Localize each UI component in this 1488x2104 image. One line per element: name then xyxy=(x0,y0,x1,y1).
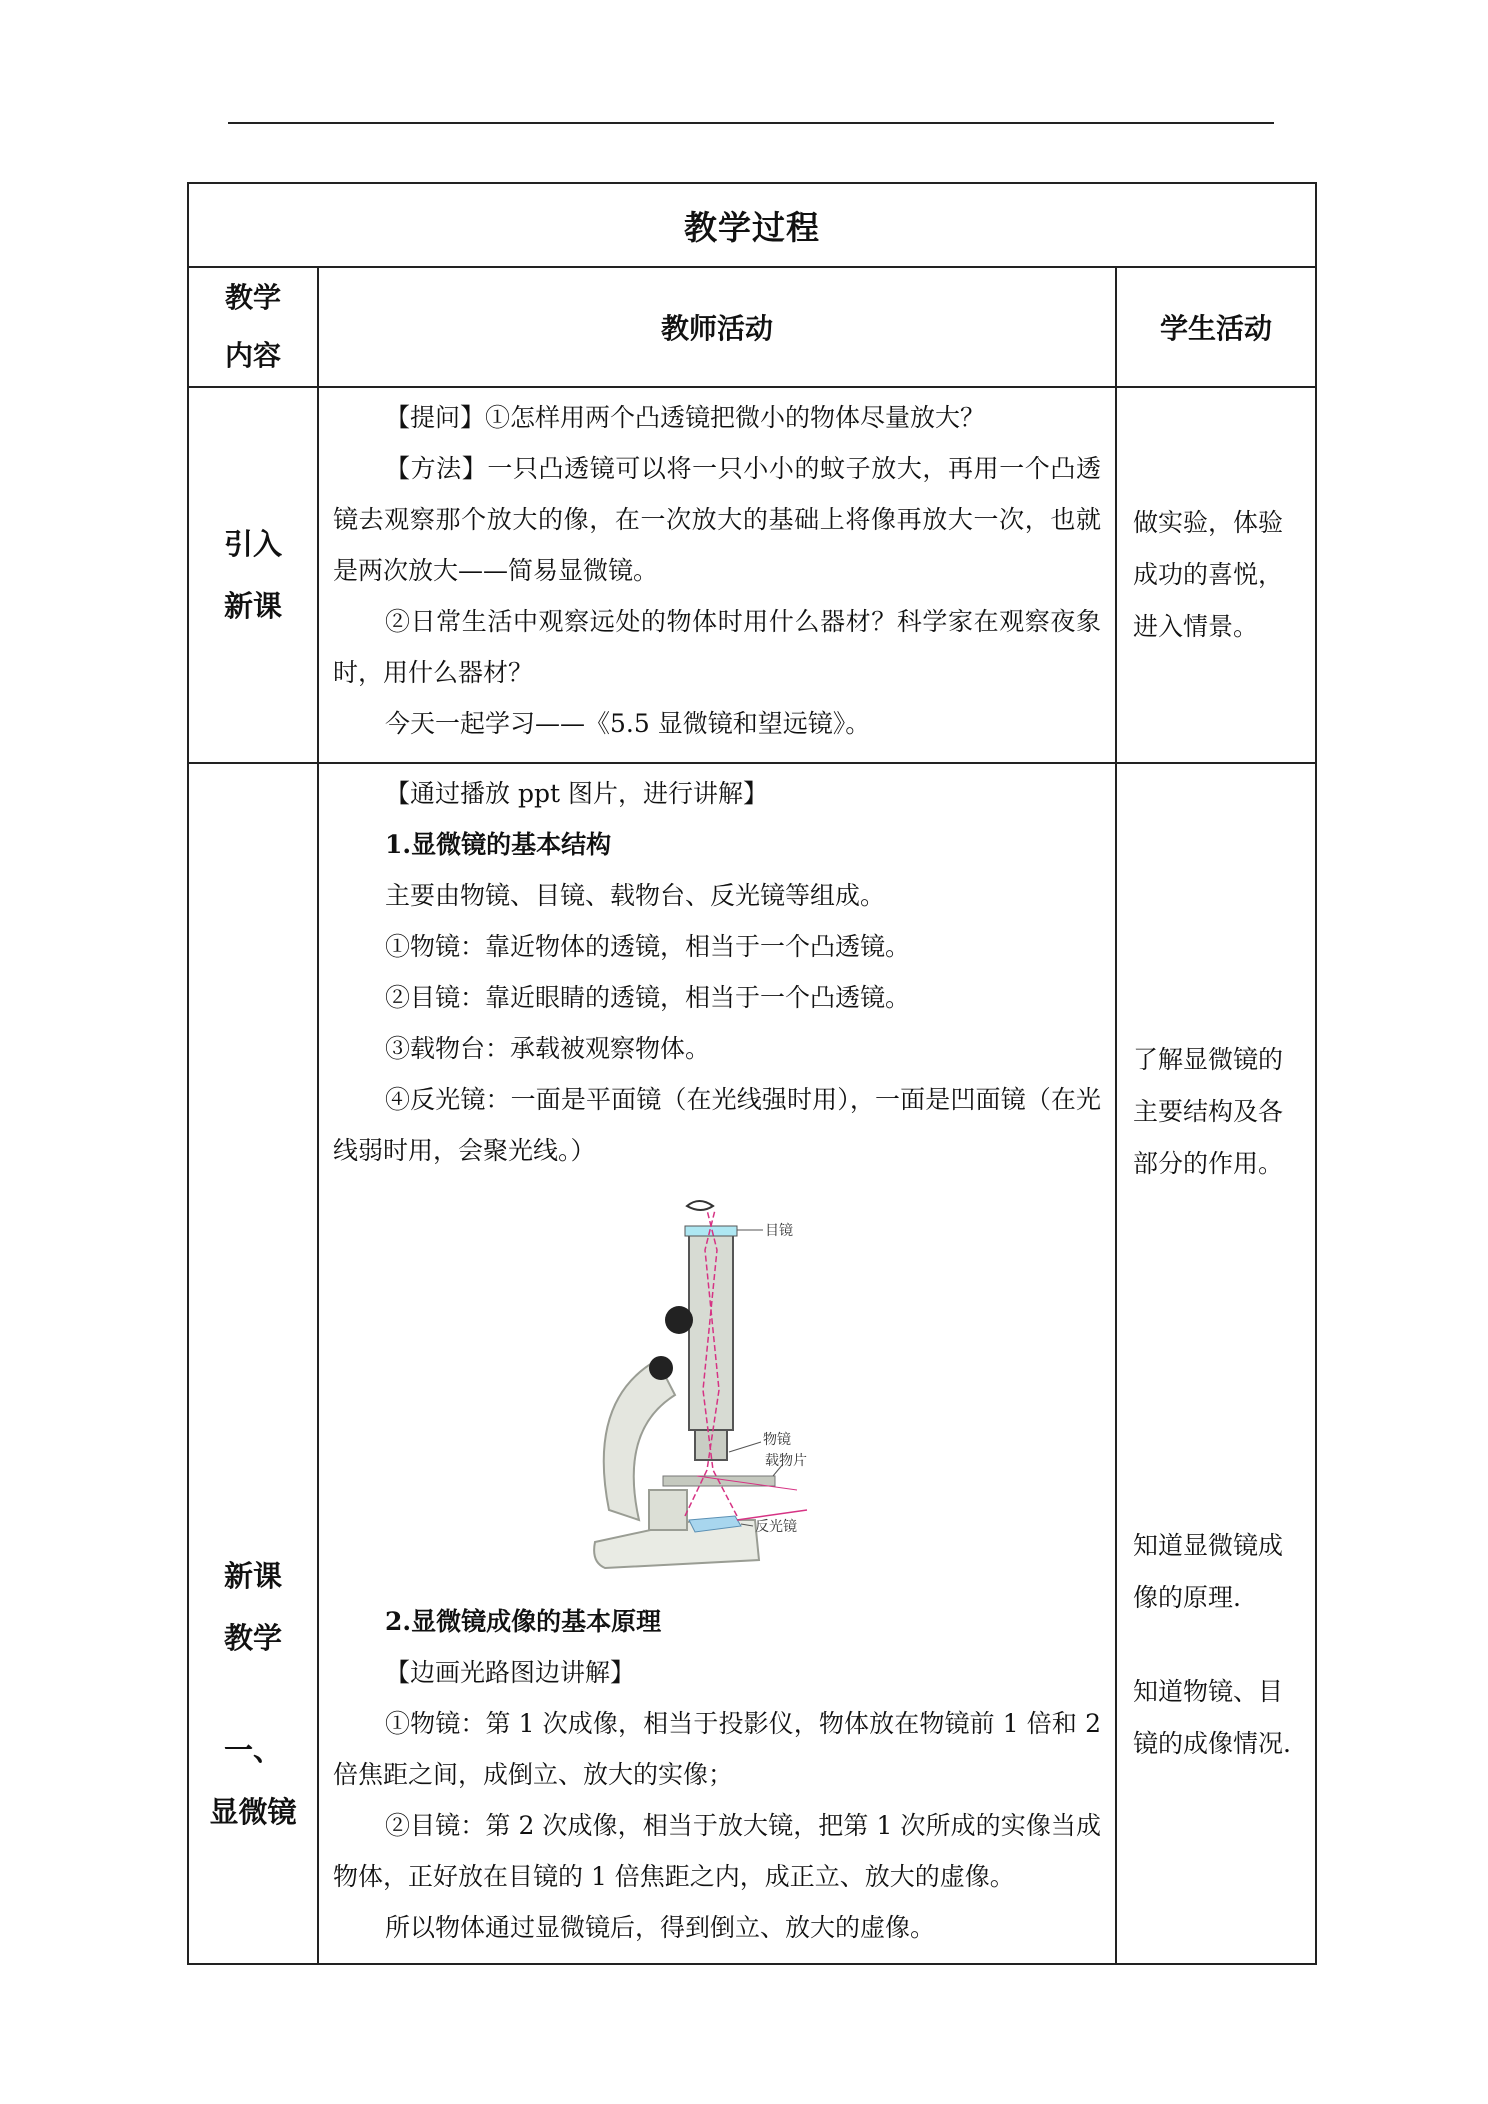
teacher-line: ②目镜：靠近眼睛的透镜，相当于一个凸透镜。 xyxy=(385,983,911,1012)
student-line: 知道物镜、目 xyxy=(1133,1677,1284,1706)
microscope-teacher-activity xyxy=(318,763,1116,1964)
header-teacher: 教师活动 xyxy=(318,267,1116,387)
student-spacer xyxy=(1133,764,1305,1034)
intro-paragraph: 【提问】①怎样用两个凸透镜把微小的物体尽量放大？ xyxy=(385,403,986,432)
teacher-line: ③载物台：承载被观察物体。 xyxy=(385,1034,711,1063)
label-leader xyxy=(729,1442,761,1452)
microscope-label-line2: 教学 xyxy=(223,1620,282,1655)
label-objective: 物镜 xyxy=(763,1432,791,1448)
teacher-line: 主要由物镜、目镜、载物台、反光镜等组成。 xyxy=(385,881,886,910)
label-eyepiece: 目镜 xyxy=(765,1223,793,1239)
student-line: 像的原理. xyxy=(1133,1583,1241,1612)
teacher-line: ①物镜：靠近物体的透镜，相当于一个凸透镜。 xyxy=(385,932,911,961)
lesson-process-table xyxy=(187,182,1317,1965)
coarse-knob-icon xyxy=(665,1306,693,1334)
eyepiece-lens xyxy=(685,1226,737,1236)
student-line: 镜的成像情况. xyxy=(1133,1729,1291,1758)
student-line: 主要结构及各 xyxy=(1133,1097,1284,1126)
teacher-line: 【边画光路图边讲解】 xyxy=(385,1658,636,1687)
teacher-line: ①物镜：第 1 次成像，相当于投影仪，物体放在物镜前 1 倍和 2 倍焦距之间，成倒立、放大的实像； xyxy=(333,1709,1101,1789)
microscope-figure xyxy=(577,1190,877,1590)
eye-icon xyxy=(687,1201,713,1210)
intro-label xyxy=(188,387,318,763)
header-student: 学生活动 xyxy=(1116,267,1316,387)
student-line: 部分的作用。 xyxy=(1133,1149,1284,1178)
teacher-line: ④反光镜：一面是平面镜（在光线强时用），一面是凹面镜（在光线弱时用，会聚光线。） xyxy=(333,1085,1101,1165)
fine-knob-icon xyxy=(649,1356,673,1380)
microscope-label-block xyxy=(189,1215,317,1843)
header-rule xyxy=(228,122,1274,124)
section-heading: 2.显微镜成像的基本原理 xyxy=(385,1607,662,1636)
table-title: 教学过程 xyxy=(188,183,1316,267)
label-mirror: 反光镜 xyxy=(755,1519,797,1535)
microscope-diagram xyxy=(577,1190,877,1590)
intro-label-line2: 新课 xyxy=(223,589,282,623)
section-heading: 1.显微镜的基本结构 xyxy=(385,830,612,859)
teacher-line: 【通过播放 ppt 图片，进行讲解】 xyxy=(385,779,768,808)
student-spacer xyxy=(1133,1190,1305,1520)
microscope-label-line1: 新课 xyxy=(223,1558,282,1593)
microscope-pillar xyxy=(649,1490,687,1530)
student-line: 进入情景。 xyxy=(1133,612,1259,641)
label-spacer xyxy=(189,1669,317,1719)
student-line: 做实验，体验 xyxy=(1133,508,1284,537)
microscope-label-line4: 显微镜 xyxy=(209,1794,297,1829)
student-line: 了解显微镜的 xyxy=(1133,1045,1284,1074)
microscope-tube xyxy=(689,1230,733,1430)
intro-label-line1: 引入 xyxy=(223,527,282,561)
student-line: 知道显微镜成 xyxy=(1133,1531,1284,1560)
teacher-line: 所以物体通过显微镜后，得到倒立、放大的虚像。 xyxy=(385,1913,936,1942)
header-content-line2: 内容 xyxy=(224,339,281,372)
microscope-label xyxy=(188,763,318,1964)
intro-paragraph: 今天一起学习——《5.5 显微镜和望远镜》。 xyxy=(385,709,871,738)
intro-teacher-activity xyxy=(318,387,1116,763)
intro-paragraph: 【方法】一只凸透镜可以将一只小小的蚊子放大，再用一个凸透镜去观察那个放大的像，在一次放大的基础上将像再放大一次，也就是两次放大——简易显微镜。 xyxy=(333,454,1101,585)
microscope-student-activity xyxy=(1116,763,1316,1964)
student-line: 成功的喜悦， xyxy=(1133,560,1284,589)
header-content xyxy=(188,267,318,387)
teacher-line: ②目镜：第 2 次成像，相当于放大镜，把第 1 次所成的实像当成物体，正好放在目镜的 1 倍焦距之内，成正立、放大的虚像。 xyxy=(333,1811,1101,1891)
student-spacer xyxy=(1133,1624,1305,1666)
header-content-line1: 教学 xyxy=(224,281,281,314)
intro-student-activity xyxy=(1116,387,1316,763)
label-slide: 载物片 xyxy=(765,1453,807,1469)
intro-paragraph: ②日常生活中观察远处的物体时用什么器材？科学家在观察夜象时，用什么器材？ xyxy=(333,607,1101,687)
microscope-label-line3: 一、 xyxy=(223,1732,282,1767)
